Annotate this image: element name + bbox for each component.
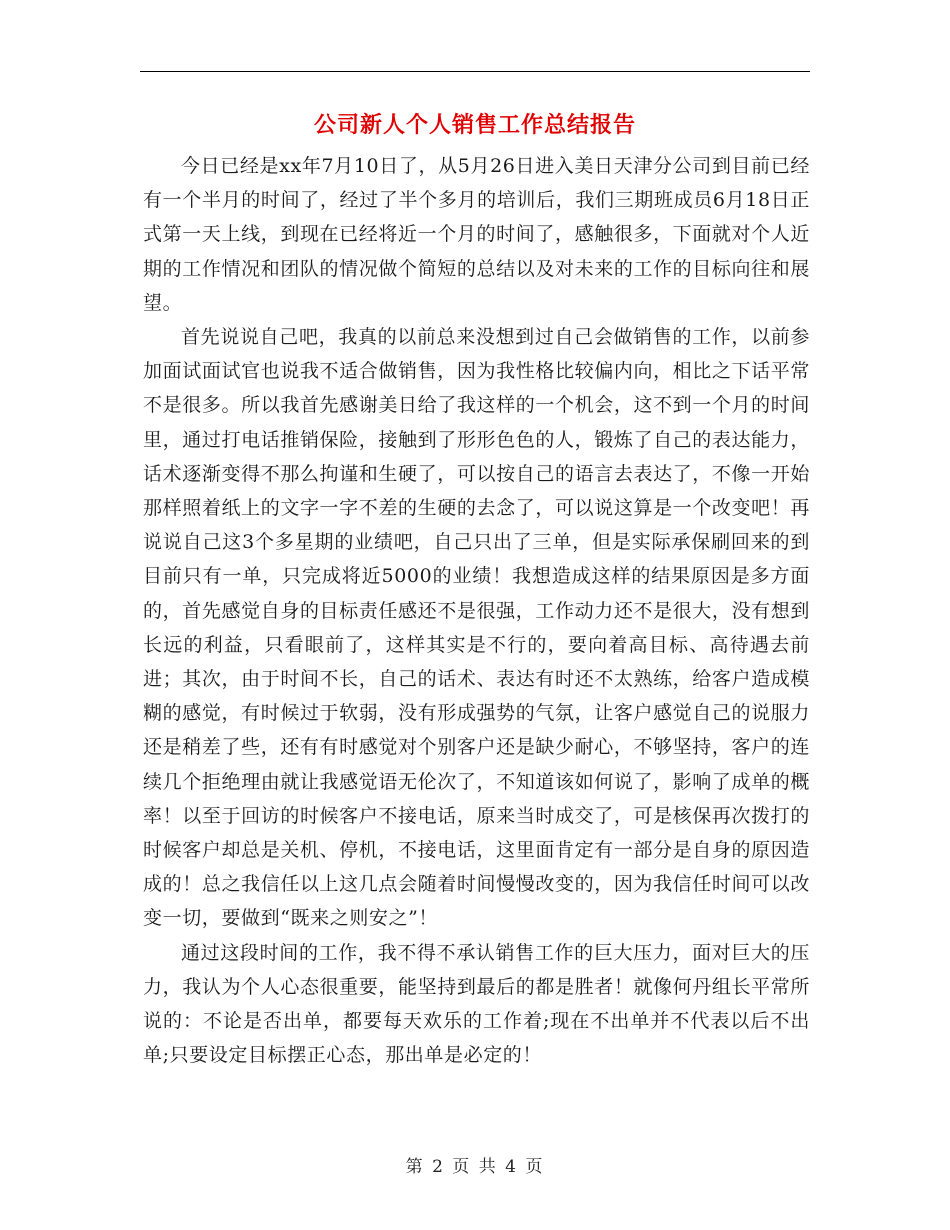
paragraph-3: 通过这段时间的工作，我不得不承认销售工作的巨大压力，面对巨大的压力，我认为个人心态很重要，能坚持到最后的都是胜者！就像何丹组长平常所说的：不论是否出单，都要每天欢乐的工作着;现在不出单并不代表以后不出单;只要设定目标摆正心态，那出单是必定的！ [143,941,810,1067]
document-body [143,149,810,1072]
paragraph-2: 首先说说自己吧，我真的以前总来没想到过自己会做销售的工作，以前参加面试面试官也说我不适合做销售，因为我性格比较偏内向，相比之下话平常不是很多。所以我首先感谢美日给了我这样的一个机会，这不到一个月的时间里，通过打电话推销保险，接触到了形形色色的人，锻炼了自己的表达能力，话术逐渐变得不那么拘谨和生硬了，可以按自己的语言去表达了，不像一开始那样照着纸上的文字一字不差的生硬的去念了，可以说这算是一个改变吧！再说说自己这3个多星期的业绩吧，自己只出了三单，但是实际承保刷回来的到目前只有一单，只完成将近5000的业绩！我想造成这样的结果原因是多方面的，首先感觉自身的目标责任感还不是很强，工作动力还不是很大，没有想到长远的利益，只看眼前了，这样其实是不行的，要向着高目标、高待遇去前进；其次，由于时间不长，自己的话术、表达有时还不太熟练，给客户造成模糊的感觉，有时候过于软弱，没有形成强势的气氛，让客户感觉自己的说服力还是稍差了些，还有有时感觉对个别客户还是缺少耐心，不够坚持，客户的连续几个拒绝理由就让我感觉语无伦次了，不知道该如何说了，影响了成单的概率！以至于回访的时候客户不接电话，原来当时成交了，可是核保再次拨打的时候客户却总是关机、停机，不接电话，这里面肯定有一部分是自身的原因造成的！总之我信任以上这几点会随着时间慢慢改变的，因为我信任时间可以改变一切，要做到“既来之则安之”！ [143,326,810,930]
paragraph-1: 今日已经是xx年7月10日了，从5月26日进入美日天津分公司到目前已经有一个半月的时间了，经过了半个多月的培训后，我们三期班成员6月18日正式第一天上线，到现在已经将近一个月的时间了，感触很多，下面就对个人近期的工作情况和团队的情况做个简短的总结以及对未来的工作的目标向往和展望。 [143,155,810,314]
page-number: 第 2 页 共 4 页 [405,1157,545,1177]
header-rule [140,71,810,72]
document-title: 公司新人个人销售工作总结报告 [313,112,636,138]
